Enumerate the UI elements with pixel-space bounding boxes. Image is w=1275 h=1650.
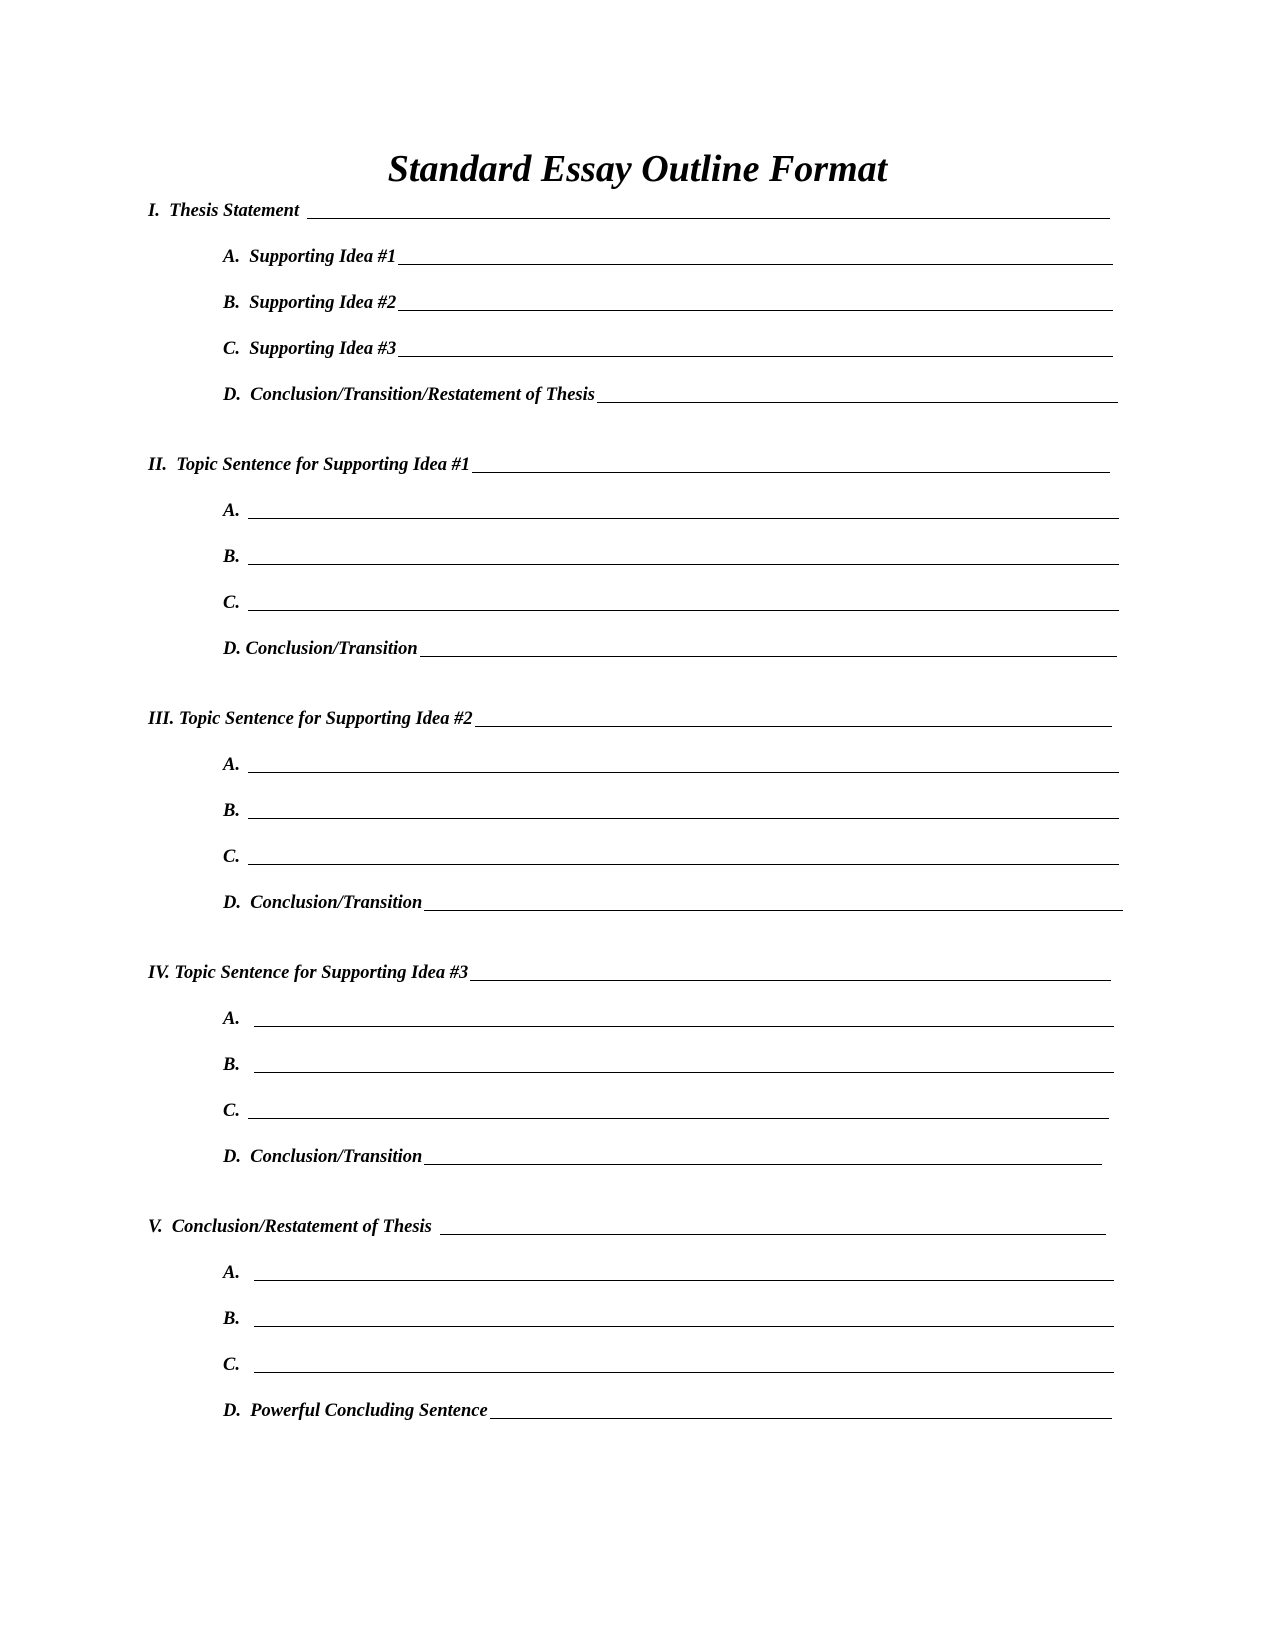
answer-blank[interactable] — [424, 910, 1123, 911]
section-heading — [148, 708, 1112, 730]
item-label: C. Supporting Idea #3 — [223, 339, 397, 359]
page-title: Standard Essay Outline Format — [387, 148, 888, 190]
section-heading — [148, 454, 1110, 476]
answer-blank[interactable] — [254, 1326, 1114, 1327]
outline-item — [223, 592, 1119, 614]
answer-blank[interactable] — [248, 818, 1119, 819]
outline-item — [223, 384, 1118, 406]
section-heading — [148, 962, 1111, 984]
outline-item — [223, 292, 1113, 314]
answer-blank[interactable] — [490, 1418, 1112, 1419]
item-label: B. — [223, 1055, 240, 1075]
outline-item — [223, 892, 1123, 914]
outline-item — [223, 500, 1119, 522]
outline-item — [223, 638, 1117, 660]
answer-blank[interactable] — [472, 472, 1110, 473]
answer-blank[interactable] — [248, 564, 1119, 565]
item-label: A. Supporting Idea #1 — [223, 247, 397, 267]
heading-label: V. Conclusion/Restatement of Thesis — [148, 1217, 432, 1237]
outline-item — [223, 1308, 1114, 1330]
answer-blank[interactable] — [470, 980, 1111, 981]
item-label: B. Supporting Idea #2 — [223, 293, 397, 313]
answer-blank[interactable] — [254, 1026, 1114, 1027]
item-label: B. — [223, 547, 240, 567]
heading-label: II. Topic Sentence for Supporting Idea #1 — [148, 455, 471, 475]
outline-item — [223, 800, 1119, 822]
outline-item — [223, 246, 1113, 268]
heading-label: III. Topic Sentence for Supporting Idea #2 — [148, 709, 473, 729]
section-heading — [148, 200, 1110, 222]
answer-blank[interactable] — [398, 310, 1113, 311]
item-label: A. — [223, 1009, 240, 1029]
outline-item — [223, 754, 1119, 776]
outline-item — [223, 1400, 1112, 1422]
answer-blank[interactable] — [420, 656, 1117, 657]
answer-blank[interactable] — [248, 772, 1119, 773]
answer-blank[interactable] — [398, 356, 1113, 357]
answer-blank[interactable] — [254, 1280, 1114, 1281]
item-label: C. — [223, 593, 240, 613]
item-label: C. — [223, 847, 240, 867]
outline-item — [223, 1008, 1114, 1030]
answer-blank[interactable] — [254, 1372, 1114, 1373]
item-label: D. Powerful Concluding Sentence — [223, 1401, 488, 1421]
item-label: D. Conclusion/Transition/Restatement of Thesis — [223, 385, 595, 405]
outline-item — [223, 1054, 1114, 1076]
answer-blank[interactable] — [424, 1164, 1102, 1165]
item-label: D. Conclusion/Transition — [223, 893, 423, 913]
answer-blank[interactable] — [307, 218, 1110, 219]
answer-blank[interactable] — [248, 1118, 1109, 1119]
section-heading — [148, 1216, 1106, 1238]
outline-item — [223, 546, 1119, 568]
outline-item — [223, 338, 1113, 360]
answer-blank[interactable] — [254, 1072, 1114, 1073]
answer-blank[interactable] — [597, 402, 1118, 403]
answer-blank[interactable] — [248, 864, 1119, 865]
item-label: C. — [223, 1101, 240, 1121]
answer-blank[interactable] — [475, 726, 1112, 727]
answer-blank[interactable] — [248, 518, 1119, 519]
outline-item — [223, 1262, 1114, 1284]
item-label: C. — [223, 1355, 240, 1375]
item-label: A. — [223, 755, 240, 775]
item-label: A. — [223, 501, 240, 521]
outline-item — [223, 1100, 1109, 1122]
outline-item — [223, 1146, 1102, 1168]
answer-blank[interactable] — [248, 610, 1119, 611]
item-label: D. Conclusion/Transition — [223, 1147, 423, 1167]
item-label: B. — [223, 1309, 240, 1329]
answer-blank[interactable] — [440, 1234, 1106, 1235]
item-label: D. Conclusion/Transition — [223, 639, 418, 659]
heading-label: I. Thesis Statement — [148, 201, 300, 221]
heading-label: IV. Topic Sentence for Supporting Idea #3 — [148, 963, 469, 983]
answer-blank[interactable] — [398, 264, 1113, 265]
outline-item — [223, 846, 1119, 868]
item-label: A. — [223, 1263, 240, 1283]
outline-item — [223, 1354, 1114, 1376]
item-label: B. — [223, 801, 240, 821]
